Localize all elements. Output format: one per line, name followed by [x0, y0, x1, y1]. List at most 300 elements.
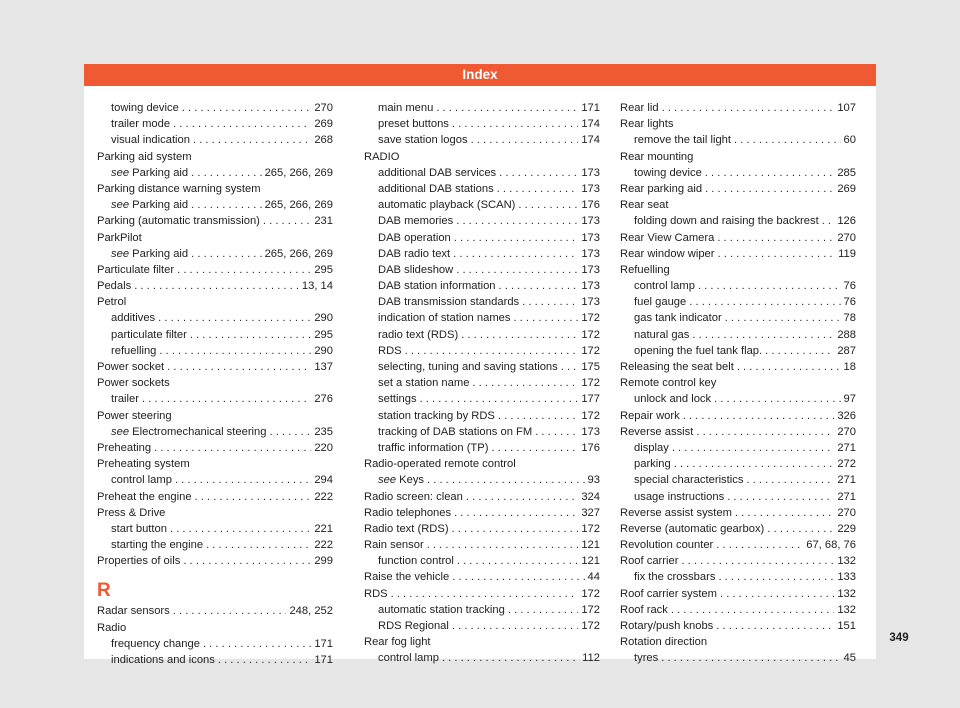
dot-leader	[452, 116, 578, 132]
index-entry	[97, 213, 333, 229]
entry-term: Preheating	[97, 441, 152, 454]
entry-term: ParkPilot	[97, 231, 142, 244]
entry-term: frequency change	[111, 637, 200, 650]
dot-leader	[822, 213, 835, 229]
entry-term: trailer mode	[111, 118, 171, 131]
entry-term: Roof carrier system	[620, 587, 717, 600]
page-reference: 175	[581, 361, 600, 373]
index-entry	[620, 359, 856, 375]
index-subentry	[364, 602, 600, 618]
page-reference: 126	[837, 215, 856, 228]
dot-leader	[466, 489, 578, 505]
dot-leader	[203, 636, 311, 652]
page-reference: 107	[837, 102, 856, 114]
page-reference: 174	[581, 134, 600, 147]
dot-leader	[672, 440, 835, 456]
dot-leader	[499, 165, 578, 181]
dot-leader	[662, 100, 835, 116]
index-subentry	[364, 424, 600, 440]
page-reference: 60	[843, 134, 856, 147]
dot-leader	[725, 310, 841, 326]
entry-term: gas tank indicator	[634, 312, 722, 325]
entry-term: folding down and raising the backrest	[634, 215, 819, 228]
page-reference: 173	[581, 166, 600, 179]
page-reference: 177	[581, 393, 600, 406]
dot-leader	[173, 603, 287, 619]
dot-leader	[491, 440, 578, 456]
index-entry	[97, 181, 333, 197]
index-subentry	[364, 650, 600, 666]
page-reference: 265, 266, 269	[264, 247, 333, 260]
entry-term: Refuelling	[620, 263, 670, 276]
page-reference: 176	[581, 199, 600, 212]
page-reference: 221	[314, 522, 333, 535]
dot-leader	[561, 359, 579, 375]
index-subentry	[620, 310, 856, 326]
entry-term: preset buttons	[378, 118, 449, 131]
index-entry	[97, 505, 333, 521]
index-subentry	[364, 165, 600, 181]
page-reference: 76	[843, 296, 856, 309]
index-entry	[620, 262, 856, 278]
entry-term: indications and icons	[111, 654, 215, 666]
dot-leader	[499, 278, 579, 294]
entry-term-text: Parking aid	[132, 199, 189, 212]
entry-term: control lamp	[378, 652, 439, 665]
dot-leader	[263, 213, 311, 229]
index-subentry	[364, 262, 600, 278]
page-reference: 172	[581, 620, 600, 632]
index-subentry	[364, 100, 600, 116]
entry-term: Rear lid	[620, 102, 659, 114]
entry-term: opening the fuel tank flap.	[634, 344, 763, 357]
page-reference: 119	[838, 247, 856, 260]
entry-term: Releasing the seat belt	[620, 361, 734, 373]
entry-term: tracking of DAB stations on FM	[378, 425, 533, 438]
index-subentry	[364, 375, 600, 391]
index-entry	[364, 456, 600, 472]
dot-leader	[427, 472, 585, 488]
dot-leader	[142, 391, 311, 407]
page-reference: 327	[581, 506, 600, 519]
entry-term: main menu	[378, 102, 434, 114]
entry-term: Radio text (RDS)	[364, 522, 449, 535]
page-reference: 290	[314, 344, 333, 357]
entry-term: Revolution counter	[620, 539, 714, 552]
dot-leader	[175, 472, 311, 488]
entry-term: control lamp	[634, 280, 695, 293]
dot-leader	[405, 343, 579, 359]
index-subentry	[364, 618, 600, 634]
page-reference: 172	[581, 603, 600, 616]
index-subentry	[620, 472, 856, 488]
page-reference: 173	[581, 182, 600, 195]
index-entry	[364, 149, 600, 165]
page-reference: 271	[837, 441, 856, 454]
page-reference: 172	[581, 522, 600, 535]
dot-leader	[472, 375, 578, 391]
index-entry	[97, 375, 333, 391]
entry-term: Reverse assist	[620, 425, 694, 438]
index-subentry	[620, 391, 856, 407]
page-reference: 270	[837, 231, 856, 244]
dot-leader	[159, 343, 311, 359]
index-entry	[97, 149, 333, 165]
page-reference: 172	[581, 587, 600, 600]
index-subentry	[364, 197, 600, 213]
page-reference: 44	[587, 571, 600, 584]
page-reference: 222	[314, 539, 333, 552]
index-entry	[97, 553, 333, 569]
index-entry	[620, 408, 856, 424]
see-reference: see	[111, 425, 130, 438]
dot-leader	[452, 521, 579, 537]
see-reference: see	[111, 166, 130, 179]
entry-term: Rotation direction	[620, 636, 708, 649]
entry-term: Properties of oils	[97, 555, 181, 568]
index-entry	[364, 521, 600, 537]
entry-term-text: Parking aid	[132, 247, 189, 260]
index-subentry	[620, 213, 856, 229]
dot-leader	[191, 246, 261, 262]
entry-term: RDS	[378, 344, 402, 357]
page-reference: 294	[314, 474, 333, 487]
dot-leader	[167, 359, 311, 375]
entry-term: special characteristics	[634, 474, 744, 487]
index-entry	[620, 181, 856, 197]
index-subentry	[364, 391, 600, 407]
entry-term: Power steering	[97, 409, 172, 422]
entry-term: additional DAB stations	[378, 182, 494, 195]
page-reference: 121	[581, 539, 600, 552]
entry-term: display	[634, 441, 669, 454]
entry-term: Preheat the engine	[97, 490, 192, 503]
page-reference: 172	[581, 344, 600, 357]
dot-leader	[195, 489, 312, 505]
page-reference: 137	[314, 361, 333, 373]
dot-leader	[535, 424, 578, 440]
entry-term: DAB memories	[378, 215, 454, 228]
index-entry	[620, 100, 856, 116]
page-reference: 174	[581, 118, 600, 131]
entry-term	[111, 165, 188, 181]
index-subentry	[620, 165, 856, 181]
index-subentry	[620, 650, 856, 666]
dot-leader	[737, 359, 841, 375]
entry-term: automatic playback (SCAN)	[378, 199, 516, 212]
index-subentry	[620, 456, 856, 472]
page-reference: 173	[581, 215, 600, 228]
dot-leader	[746, 472, 834, 488]
dot-leader	[420, 391, 579, 407]
index-subentry	[620, 132, 856, 148]
entry-term: DAB station information	[378, 280, 496, 293]
entry-term: tyres	[634, 652, 659, 665]
index-subentry	[620, 294, 856, 310]
entry-term: additional DAB services	[378, 166, 497, 179]
index-column-1	[97, 100, 333, 668]
index-entry	[620, 375, 856, 391]
entry-term: visual indication	[111, 134, 190, 147]
entry-term: natural gas	[634, 328, 690, 341]
entry-term: radio text (RDS)	[378, 328, 459, 341]
dot-leader	[681, 553, 834, 569]
dot-leader	[674, 456, 835, 472]
page-reference: 276	[314, 393, 333, 406]
index-subentry	[364, 553, 600, 569]
dot-leader	[698, 278, 841, 294]
entry-term: RDS	[364, 587, 388, 600]
page-reference: 45	[843, 652, 856, 665]
page-reference: 172	[581, 328, 600, 341]
dot-leader	[206, 537, 311, 553]
page-reference: 265, 266, 269	[264, 199, 333, 212]
page-reference: 290	[314, 312, 333, 325]
entry-term: set a station name	[378, 377, 470, 390]
index-subentry	[97, 472, 333, 488]
entry-term	[111, 424, 266, 440]
dot-leader	[692, 327, 834, 343]
index-subentry	[364, 440, 600, 456]
dot-leader	[193, 132, 311, 148]
index-entry	[97, 620, 333, 636]
page-reference: 151	[837, 620, 856, 632]
index-subentry	[97, 197, 333, 213]
entry-term: Roof rack	[620, 603, 668, 616]
dot-leader	[158, 310, 311, 326]
page-reference: 172	[581, 312, 600, 325]
entry-term: Pedals	[97, 280, 132, 293]
page-reference: 133	[837, 571, 856, 584]
index-subentry	[97, 327, 333, 343]
dot-leader	[134, 278, 299, 294]
page-reference: 326	[837, 409, 856, 422]
index-entry	[620, 116, 856, 132]
page-reference: 67, 68, 76	[806, 539, 856, 552]
dot-leader	[498, 408, 578, 424]
see-reference: see	[111, 199, 130, 212]
page-reference: 220	[314, 441, 333, 454]
index-subentry	[364, 213, 600, 229]
dot-leader	[427, 537, 579, 553]
entry-term	[111, 246, 188, 262]
dot-leader	[453, 246, 578, 262]
entry-term: unlock and lock	[634, 393, 712, 406]
entry-term-text: Electromechanical steering	[132, 425, 267, 438]
entry-term: control lamp	[111, 474, 172, 487]
index-subentry	[97, 246, 333, 262]
entry-term-text: Keys	[399, 474, 425, 487]
dot-leader	[391, 586, 579, 602]
entry-term: RADIO	[364, 150, 400, 163]
page-reference: 324	[581, 490, 600, 503]
dot-leader	[461, 327, 578, 343]
index-subentry	[620, 569, 856, 585]
entry-term: fix the crossbars	[634, 571, 716, 584]
section-letter: R	[97, 580, 111, 602]
index-subentry	[364, 294, 600, 310]
index-subentry	[97, 636, 333, 652]
dot-leader	[767, 521, 834, 537]
page-reference: 173	[581, 231, 600, 244]
index-entry	[620, 230, 856, 246]
index-subentry	[364, 246, 600, 262]
index-entry	[364, 489, 600, 505]
entry-term: Radio	[97, 621, 127, 634]
index-subentry	[97, 165, 333, 181]
index-subentry	[364, 343, 600, 359]
dot-leader	[456, 213, 578, 229]
dot-leader	[727, 489, 834, 505]
index-entry	[364, 537, 600, 553]
dot-leader	[457, 553, 578, 569]
page-reference: 173	[581, 296, 600, 309]
dot-leader	[735, 505, 834, 521]
index-entry	[620, 553, 856, 569]
index-subentry	[97, 424, 333, 440]
entry-term: DAB operation	[378, 231, 451, 244]
index-entry	[620, 634, 856, 650]
dot-leader	[705, 165, 835, 181]
page-reference: 295	[314, 328, 333, 341]
page-reference: 270	[314, 102, 333, 114]
page-reference: 13, 14	[301, 280, 333, 293]
entry-term: DAB radio text	[378, 247, 451, 260]
page-reference: 132	[837, 603, 856, 616]
entry-term: towing device	[111, 102, 179, 114]
page-reference: 295	[314, 263, 333, 276]
page-reference: 271	[837, 474, 856, 487]
dot-leader	[661, 650, 840, 666]
dot-leader	[671, 602, 834, 618]
dot-leader	[696, 424, 834, 440]
dot-leader	[734, 132, 841, 148]
dot-leader	[683, 408, 835, 424]
entry-term: DAB transmission standards	[378, 296, 520, 309]
page-reference: 132	[837, 587, 856, 600]
entry-term: Radio-operated remote control	[364, 458, 516, 471]
index-subentry	[620, 278, 856, 294]
entry-term: station tracking by RDS	[378, 409, 495, 422]
dot-leader	[765, 343, 834, 359]
index-entry	[97, 294, 333, 310]
dot-leader	[714, 391, 840, 407]
entry-term: additives	[111, 312, 156, 325]
entry-term: parking	[634, 458, 671, 471]
dot-leader	[269, 424, 311, 440]
entry-term	[111, 197, 188, 213]
index-entry	[620, 424, 856, 440]
page-reference: 76	[843, 280, 856, 293]
index-entry	[97, 603, 333, 619]
entry-term: particulate filter	[111, 328, 187, 341]
entry-term: Radio screen: clean	[364, 490, 463, 503]
dot-leader	[454, 230, 579, 246]
entry-term: Rain sensor	[364, 539, 424, 552]
page-reference: 97	[843, 393, 856, 406]
page-reference: 269	[837, 182, 856, 195]
index-subentry	[364, 278, 600, 294]
dot-leader	[452, 618, 578, 634]
dot-leader	[177, 262, 311, 278]
page-reference: 269	[314, 118, 333, 131]
see-reference: see	[111, 247, 130, 260]
index-subentry	[97, 652, 333, 668]
entry-term: Particulate filter	[97, 263, 175, 276]
index-subentry	[97, 343, 333, 359]
index-subentry	[364, 472, 600, 488]
index-subentry	[97, 116, 333, 132]
index-subentry	[97, 521, 333, 537]
entry-term: Power sockets	[97, 377, 170, 390]
index-entry	[364, 634, 600, 650]
index-entry	[620, 618, 856, 634]
page-reference: 271	[837, 490, 856, 503]
entry-term: remove the tail light	[634, 134, 732, 147]
page-reference: 112	[582, 652, 600, 665]
entry-term: Raise the vehicle	[364, 571, 450, 584]
entry-term: Rear parking aid	[620, 182, 703, 195]
entry-term: save station logos	[378, 134, 468, 147]
entry-term: Rear lights	[620, 118, 674, 131]
entry-term: function control	[378, 555, 454, 568]
dot-leader	[720, 586, 834, 602]
entry-term: start button	[111, 522, 167, 535]
dot-leader	[497, 181, 579, 197]
dot-leader	[518, 197, 578, 213]
entry-term-text: Parking aid	[132, 166, 189, 179]
page-reference: 171	[581, 102, 600, 114]
index-entry	[97, 262, 333, 278]
page-reference: 222	[314, 490, 333, 503]
index-subentry	[364, 359, 600, 375]
entry-term: Radio telephones	[364, 506, 452, 519]
index-subentry	[364, 310, 600, 326]
page-reference: 299	[314, 555, 333, 568]
index-subentry	[364, 230, 600, 246]
page-reference: 132	[837, 555, 856, 568]
dot-leader	[689, 294, 840, 310]
page-reference: 270	[837, 506, 856, 519]
entry-term: Roof carrier	[620, 555, 679, 568]
page-reference: 172	[581, 377, 600, 390]
page-number: 349	[889, 632, 909, 644]
entry-term: towing device	[634, 166, 702, 179]
index-column-2	[364, 100, 600, 667]
index-entry	[97, 278, 333, 294]
dot-leader	[705, 181, 834, 197]
entry-term: trailer	[111, 393, 139, 406]
index-subentry	[364, 132, 600, 148]
page-reference: 171	[314, 654, 333, 666]
dot-leader	[513, 310, 578, 326]
page-reference: 78	[843, 312, 856, 325]
index-entry	[620, 521, 856, 537]
index-subentry	[620, 489, 856, 505]
dot-leader	[522, 294, 578, 310]
page-reference: 235	[314, 425, 333, 438]
index-entry	[97, 456, 333, 472]
index-subentry	[97, 391, 333, 407]
index-entry	[620, 586, 856, 602]
index-subentry	[364, 327, 600, 343]
dot-leader	[191, 197, 261, 213]
entry-term: RDS Regional	[378, 620, 449, 632]
entry-term: DAB slideshow	[378, 263, 454, 276]
dot-leader	[154, 440, 311, 456]
entry-term: Parking aid system	[97, 150, 192, 163]
index-entry	[620, 505, 856, 521]
